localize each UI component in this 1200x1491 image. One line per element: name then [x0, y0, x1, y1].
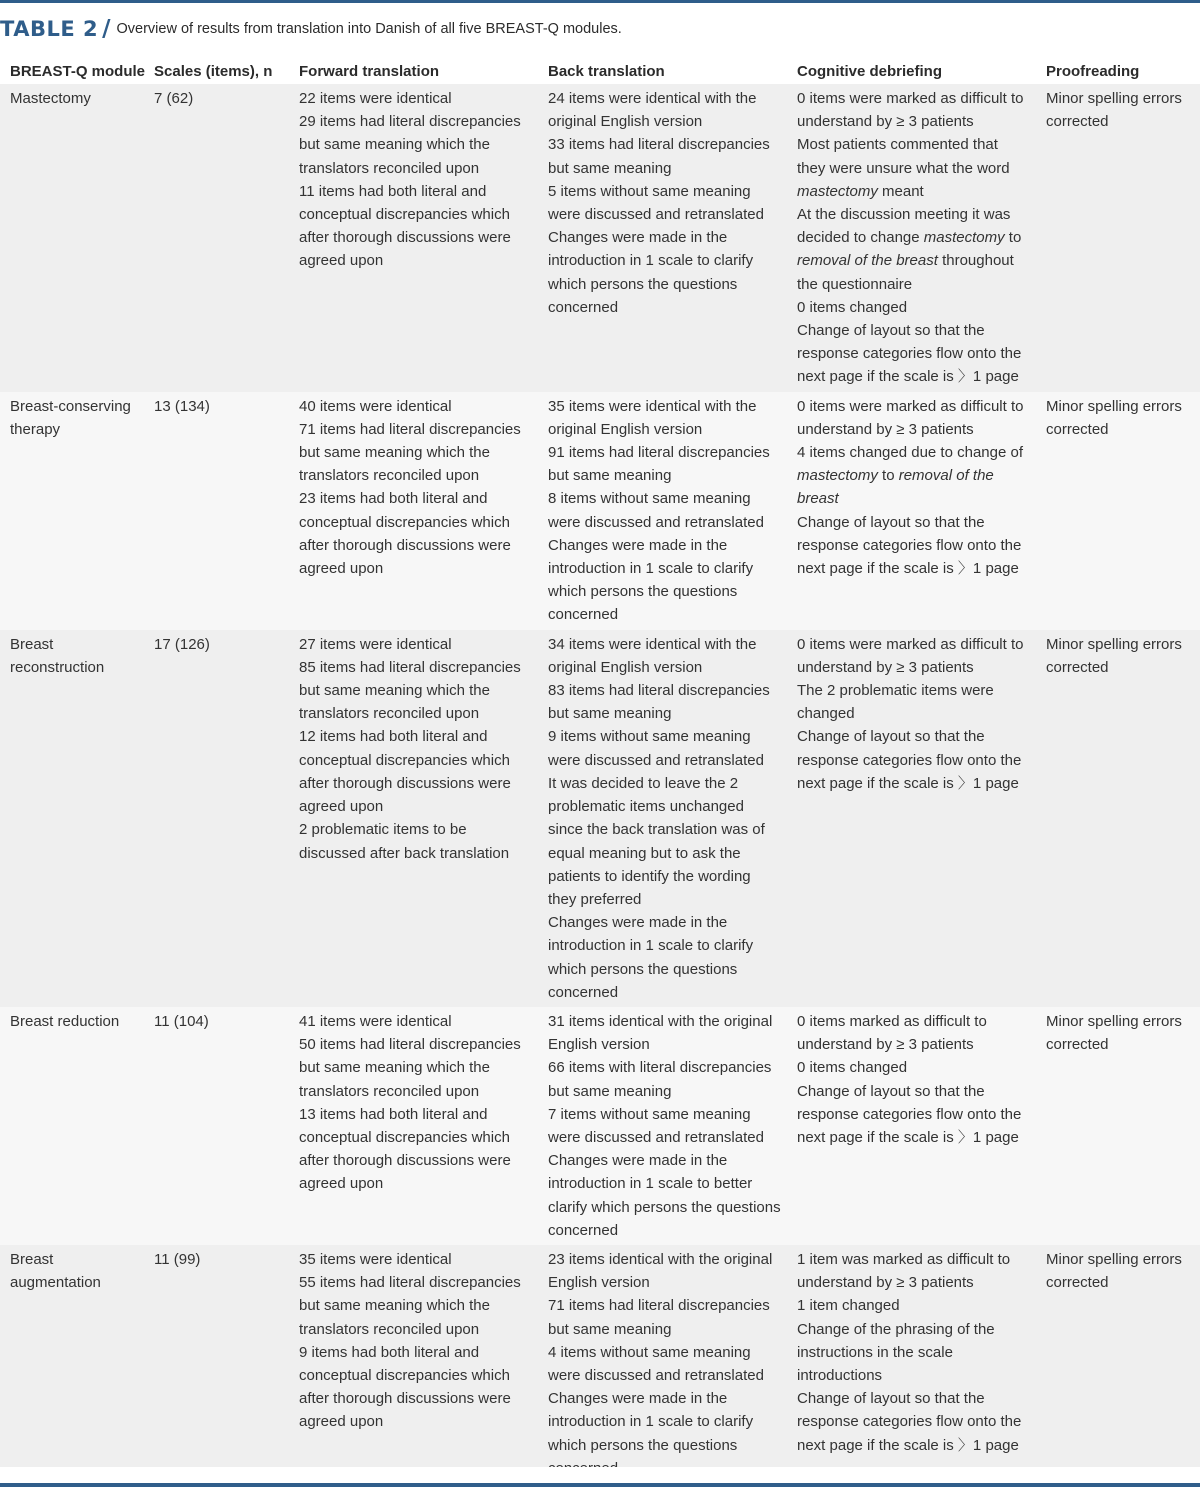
column-header-forward: Forward translation — [289, 58, 538, 84]
cell-line: 2 problematic items to be discussed after back translation — [299, 821, 510, 862]
cell-line: 83 items had literal discrepancies but same meaning — [548, 682, 770, 723]
cell-line: 29 items had literal discrepancies but same meaning which the translators reconciled upon — [299, 113, 521, 177]
cell-cognitive-debriefing — [787, 392, 1036, 630]
cell-line: 0 items were marked as difficult to understand by ≥ 3 patients — [797, 635, 1024, 676]
table-row — [0, 1007, 1200, 1245]
cell-line: 23 items had both literal and conceptual discrepancies which after thorough discussions were agreed upon — [299, 490, 511, 578]
cell-line: 31 items identical with the original English version — [548, 1012, 773, 1054]
cell-line: 71 items had literal discrepancies but same meaning — [548, 1297, 770, 1338]
cell-line: 7 items without same meaning were discussed and retranslated — [548, 1105, 764, 1146]
cell-scales — [144, 84, 289, 392]
cell-line: 41 items were identical — [299, 1012, 452, 1030]
cell-back-translation — [538, 392, 787, 630]
column-header-cognitive: Cognitive debriefing — [787, 58, 1036, 84]
cell-line: Change of the phrasing of the instructions in the scale introductions — [797, 1320, 995, 1384]
cell-line: 50 items had literal discrepancies but same meaning which the translators reconciled upon — [299, 1036, 521, 1100]
cell-scales — [144, 1007, 289, 1245]
header-row — [0, 58, 1200, 84]
cell-line: 12 items had both literal and conceptual discrepancies which after thorough discussions were agreed upon — [299, 728, 511, 816]
cell-line: 71 items had literal discrepancies but same meaning which the translators reconciled upon — [299, 420, 521, 485]
column-header-scales: Scales (items), n — [144, 58, 289, 84]
cell-back-translation — [538, 84, 787, 392]
cell-line: 4 items changed due to change of mastectomy to removal of the breast — [797, 444, 1023, 508]
cell-module — [0, 1007, 144, 1245]
cell-line: 13 (134) — [154, 397, 210, 415]
cell-line: 9 items had both literal and conceptual discrepancies which after thorough discussions were agreed upon — [299, 1343, 511, 1431]
column-header-proofreading: Proofreading — [1036, 58, 1200, 84]
cell-forward-translation — [289, 630, 538, 1007]
cell-line: Minor spelling errors corrected — [1046, 397, 1182, 438]
cell-line: 23 items identical with the original English version — [548, 1250, 773, 1292]
cell-line: At the discussion meeting it was decided to change mastectomy to removal of the breast throughout the questionnaire — [797, 206, 1022, 293]
cell-line: The 2 problematic items were changed — [797, 682, 994, 723]
top-rule — [0, 0, 1200, 3]
caption-slash: / — [102, 16, 111, 42]
cell-line: 66 items with literal discrepancies but same meaning — [548, 1059, 772, 1100]
cell-line: 33 items had literal discrepancies but same meaning — [548, 136, 770, 177]
cell-module — [0, 84, 144, 392]
cell-line: Minor spelling errors corrected — [1046, 635, 1182, 676]
cell-line: 91 items had literal discrepancies but same meaning — [548, 444, 770, 485]
cell-line: 11 (104) — [154, 1012, 209, 1030]
cell-line: 24 items were identical with the original English version — [548, 90, 757, 131]
cell-line: Minor spelling errors corrected — [1046, 1012, 1182, 1054]
cell-line: Changes were made in the introduction in 1 scale to clarify which persons the questions concerned — [548, 229, 754, 316]
cell-line: Mastectomy — [10, 90, 91, 107]
cell-line: Minor spelling errors corrected — [1046, 1250, 1182, 1292]
cell-proofreading — [1036, 392, 1200, 630]
cell-line: Most patients commented that they were unsure what the word mastectomy meant — [797, 136, 1010, 200]
cell-proofreading — [1036, 630, 1200, 1007]
cell-line: 0 items changed — [797, 298, 908, 316]
cell-forward-translation — [289, 84, 538, 392]
column-header-back: Back translation — [538, 58, 787, 84]
caption-text: Overview of results from translation into Danish of all five BREAST-Q modules. — [116, 21, 622, 37]
cell-line: 22 items were identical — [299, 90, 452, 107]
table-row — [0, 630, 1200, 1007]
cell-line: 0 items were marked as difficult to understand by ≥ 3 patients — [797, 397, 1024, 438]
cell-line: 35 items were identical with the original English version — [548, 397, 757, 438]
cell-line: 7 (62) — [154, 90, 194, 107]
cell-line: 85 items had literal discrepancies but same meaning which the translators reconciled upon — [299, 658, 521, 723]
cell-cognitive-debriefing — [787, 1007, 1036, 1245]
cell-line: 35 items were identical — [299, 1250, 452, 1268]
cell-line: 1 item changed — [797, 1297, 900, 1315]
cell-line: Change of layout so that the response categories flow onto the next page if the scale is 〉1 page — [797, 1390, 1022, 1454]
cell-line: 1 item was marked as difficult to understand by ≥ 3 patients — [797, 1250, 1011, 1292]
cell-line: Change of layout so that the response categories flow onto the next page if the scale is 〉1 page — [797, 322, 1022, 386]
cell-line: Change of layout so that the response categories flow onto the next page if the scale is 〉1 page — [797, 728, 1022, 792]
table-row — [0, 84, 1200, 392]
results-table — [0, 58, 1200, 1483]
cell-scales — [144, 630, 289, 1007]
cell-line: 0 items changed — [797, 1059, 908, 1077]
table-body — [0, 84, 1200, 1483]
cell-line: 0 items were marked as difficult to understand by ≥ 3 patients — [797, 90, 1024, 131]
cell-line: It was decided to leave the 2 problematic items unchanged since the back translation was of equal meaning but to ask the patients to identify the wording they preferred — [548, 774, 765, 908]
cell-back-translation — [538, 630, 787, 1007]
cell-back-translation — [538, 1007, 787, 1245]
cell-back-translation — [538, 1245, 787, 1483]
cell-line: 5 items without same meaning were discussed and retranslated — [548, 182, 764, 224]
cell-line: 13 items had both literal and conceptual discrepancies which after thorough discussions were agreed upon — [299, 1105, 511, 1193]
cell-module — [0, 630, 144, 1007]
cell-line: Minor spelling errors corrected — [1046, 90, 1182, 131]
cell-scales — [144, 392, 289, 630]
cell-cognitive-debriefing — [787, 84, 1036, 392]
column-header-module: BREAST-Q module — [0, 58, 144, 84]
cell-line: Breast reduction — [10, 1012, 120, 1030]
cell-scales — [144, 1245, 289, 1483]
cell-forward-translation — [289, 392, 538, 630]
table-caption — [0, 16, 622, 44]
cell-line: Breast reconstruction — [10, 635, 105, 676]
cell-line: 40 items were identical — [299, 397, 452, 415]
cell-line: 11 (99) — [154, 1250, 201, 1268]
cell-line: 4 items without same meaning were discussed and retranslated — [548, 1343, 764, 1384]
table-bottom-gap — [0, 1467, 1200, 1483]
table-row — [0, 1245, 1200, 1483]
cell-line: 55 items had literal discrepancies but same meaning which the translators reconciled upon — [299, 1274, 521, 1338]
cell-line: Breast augmentation — [10, 1250, 101, 1292]
cell-forward-translation — [289, 1007, 538, 1245]
cell-line: Changes were made in the introduction in 1 scale to clarify which persons the questions concerned — [548, 536, 754, 624]
cell-line: 8 items without same meaning were discussed and retranslated — [548, 490, 764, 531]
cell-line: Changes were made in the introduction in 1 scale to better clarify which persons the questions concerned — [548, 1152, 781, 1239]
cell-line: 11 items had both literal and conceptual discrepancies which after thorough discussions were agreed upon — [299, 182, 511, 270]
cell-line: Breast-conserving therapy — [10, 397, 131, 438]
cell-cognitive-debriefing — [787, 630, 1036, 1007]
cell-proofreading — [1036, 84, 1200, 392]
cell-line: Changes were made in the introduction in 1 scale to clarify which persons the questions — [548, 1390, 754, 1454]
cell-forward-translation — [289, 1245, 538, 1483]
cell-line: 17 (126) — [154, 635, 210, 653]
table-label: TABLE 2 — [0, 17, 99, 41]
cell-line: 9 items without same meaning were discussed and retranslated — [548, 728, 764, 769]
cell-line: 34 items were identical with the original English version — [548, 635, 757, 676]
cell-line: Change of layout so that the response categories flow onto the next page if the scale is 〉1 page — [797, 513, 1022, 578]
cell-line: 27 items were identical — [299, 635, 452, 653]
cell-module — [0, 392, 144, 630]
cell-proofreading — [1036, 1007, 1200, 1245]
table-row — [0, 392, 1200, 630]
cell-cognitive-debriefing — [787, 1245, 1036, 1483]
cell-line: Changes were made in the introduction in 1 scale to clarify which persons the questions concerned — [548, 914, 754, 1001]
cell-line: 0 items marked as difficult to understand by ≥ 3 patients — [797, 1012, 987, 1054]
cell-module — [0, 1245, 144, 1483]
cell-proofreading — [1036, 1245, 1200, 1483]
cell-line: Change of layout so that the response categories flow onto the next page if the scale is 〉1 page — [797, 1082, 1022, 1146]
bottom-rule — [0, 1483, 1200, 1487]
